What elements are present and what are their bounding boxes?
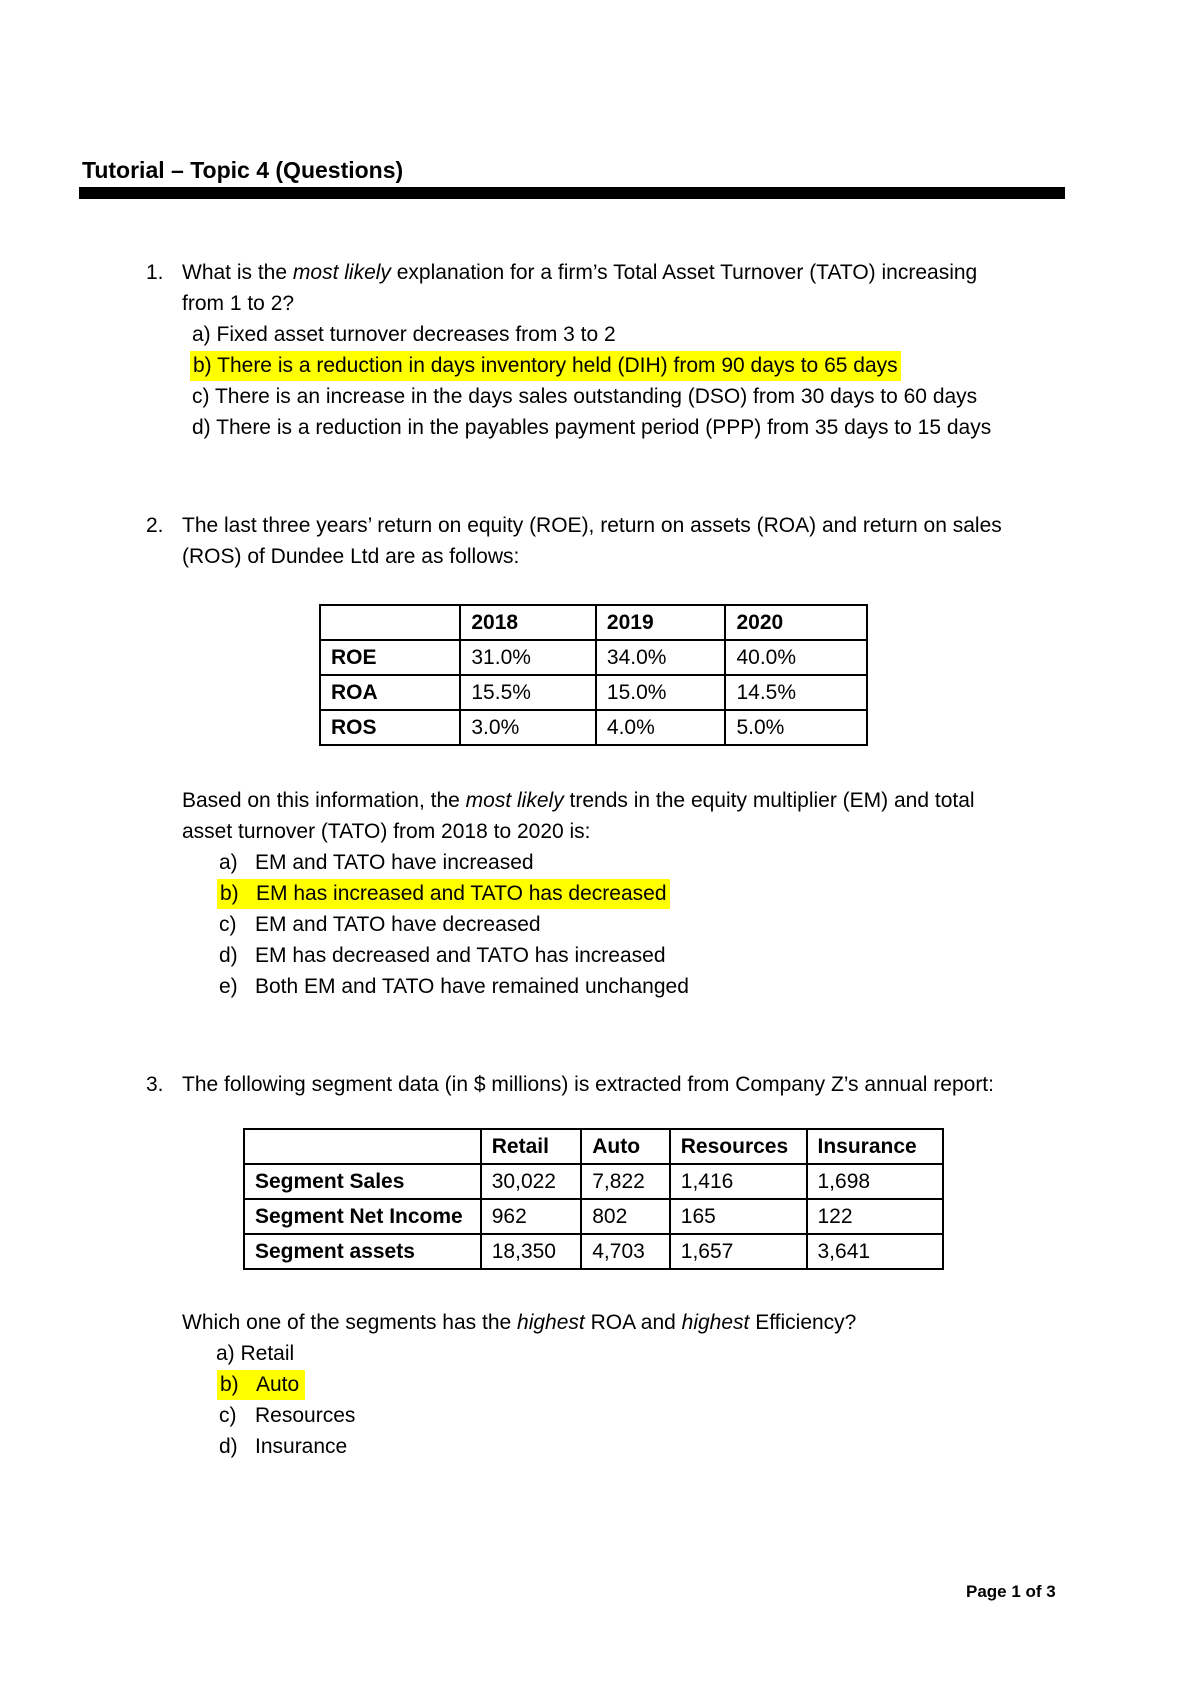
table-row [244,1234,943,1269]
question-1-option-d: d) There is a reduction in the payables payment period (PPP) from 35 days to 15 days [192,416,992,439]
question-1-stem-line2: from 1 to 2? [182,292,295,315]
page-title: Tutorial – Topic 4 (Questions) [82,157,404,183]
table-row [320,605,867,640]
question-2-followup-line2: asset turnover (TATO) from 2018 to 2020 is: [182,820,591,843]
table-row [320,675,867,710]
table-cell: 165 [670,1199,807,1234]
table-header: Retail [481,1129,582,1164]
question-2-number: 2. [146,514,164,537]
table-header: Resources [670,1129,807,1164]
table-cell: 122 [807,1199,944,1234]
table-cell: 31.0% [460,640,596,675]
table-header: Insurance [807,1129,944,1164]
table-cell [244,1129,481,1164]
table-cell: 4.0% [596,710,726,745]
table-row [244,1199,943,1234]
question-3-option-c: c) Resources [219,1404,356,1427]
question-3-number: 3. [146,1073,164,1096]
table-row-label: Segment assets [244,1234,481,1269]
question-2-followup-line1: Based on this information, the most likely trends in the equity multiplier (EM) and total [182,789,975,812]
table-row-label: Segment Net Income [244,1199,481,1234]
table-cell: 30,022 [481,1164,582,1199]
table-cell: 40.0% [725,640,867,675]
question-1-option-c: c) There is an increase in the days sales outstanding (DSO) from 30 days to 60 days [192,385,978,408]
question-1-number: 1. [146,261,164,284]
table-cell: 5.0% [725,710,867,745]
table-header: 2020 [725,605,867,640]
table-cell: 1,657 [670,1234,807,1269]
question-3-option-d: d) Insurance [219,1435,348,1458]
question-2-option-b-highlighted: b) EM has increased and TATO has decreased [217,879,670,909]
table-cell: 1,698 [807,1164,944,1199]
question-3-option-a: a) Retail [216,1342,295,1365]
question-2-option-d: d) EM has decreased and TATO has increased [219,944,666,967]
question-2-option-c: c) EM and TATO have decreased [219,913,541,936]
table-cell: 18,350 [481,1234,582,1269]
question-1-stem-line1: 1. What is the most likely explanation for a firm’s Total Asset Turnover (TATO) increasing [146,258,977,288]
table-row [320,640,867,675]
table-cell: 7,822 [581,1164,670,1199]
question-2-option-a: a) EM and TATO have increased [219,851,534,874]
table-row [244,1129,943,1164]
table-cell: 962 [481,1199,582,1234]
table-row-label: ROA [320,675,460,710]
table-cell: 3.0% [460,710,596,745]
table-cell: 15.0% [596,675,726,710]
table-row-label: Segment Sales [244,1164,481,1199]
table-cell: 34.0% [596,640,726,675]
table-cell: 4,703 [581,1234,670,1269]
title-rule [79,187,1065,199]
question-3-stem: 3. The following segment data (in $ millions) is extracted from Company Z’s annual report: [146,1070,994,1100]
table-row [320,710,867,745]
ratio-table [319,604,868,746]
table-cell [320,605,460,640]
question-1-option-b-highlighted: b) There is a reduction in days inventory held (DIH) from 90 days to 65 days [190,351,901,381]
table-row-label: ROS [320,710,460,745]
table-cell: 15.5% [460,675,596,710]
question-2-option-e: e) Both EM and TATO have remained unchanged [219,975,689,998]
table-header: 2019 [596,605,726,640]
question-2-stem-line1: 2. The last three years’ return on equity (ROE), return on assets (ROA) and return on sales [146,511,1002,541]
table-header: Auto [581,1129,670,1164]
table-cell: 1,416 [670,1164,807,1199]
page-number: Page 1 of 3 [966,1582,1056,1601]
question-3-followup: Which one of the segments has the highest ROA and highest Efficiency? [182,1311,857,1334]
segment-table [243,1128,944,1270]
table-cell: 802 [581,1199,670,1234]
question-3-option-b-highlighted: b) Auto [217,1370,305,1400]
question-2-stem-line2: (ROS) of Dundee Ltd are as follows: [182,545,520,568]
table-row-label: ROE [320,640,460,675]
table-header: 2018 [460,605,596,640]
table-cell: 3,641 [807,1234,944,1269]
table-row [244,1164,943,1199]
table-cell: 14.5% [725,675,867,710]
question-1-option-a: a) Fixed asset turnover decreases from 3 to 2 [192,323,616,346]
